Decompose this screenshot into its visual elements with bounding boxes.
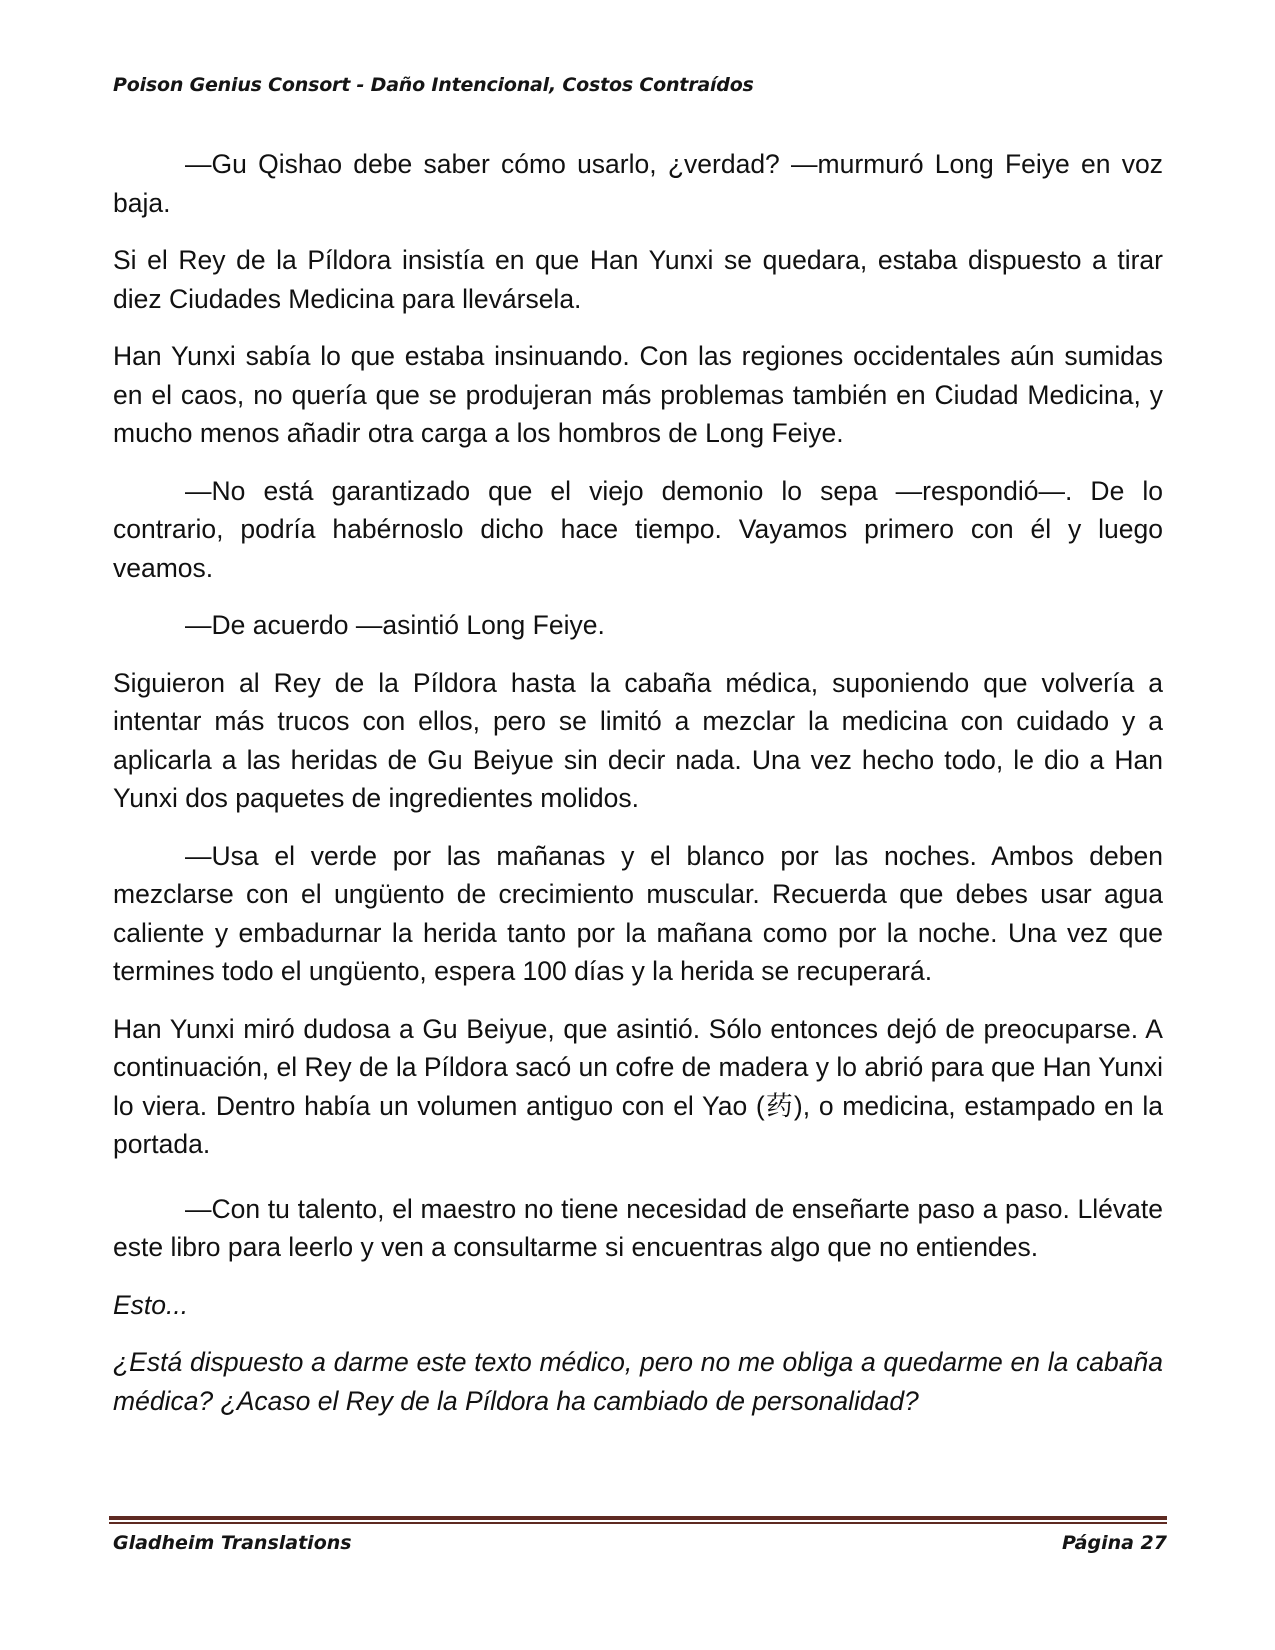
body-text xyxy=(113,145,1163,1439)
paragraph: —Con tu talento, el maestro no tiene necesidad de enseñarte paso a paso. Llévate este libro para leerlo y ven a consultarme si encuentras algo que no entiendes. xyxy=(113,1193,1163,1262)
paragraph-thought: Esto... xyxy=(113,1289,189,1320)
running-header: Poison Genius Consort - Daño Intencional, Costos Contraídos xyxy=(113,74,754,96)
page-number: Página 27 xyxy=(1061,1532,1167,1554)
paragraph: —Gu Qishao debe saber cómo usarlo, ¿verdad? —murmuró Long Feiye en voz baja. xyxy=(113,149,1163,218)
paragraph: —No está garantizado que el viejo demonio lo sepa —respondió—. De lo contrario, podría habérnoslo dicho hace tiempo. Vayamos primero con él y luego veamos. xyxy=(113,475,1163,583)
footer-divider xyxy=(109,1516,1167,1524)
paragraph: —De acuerdo —asintió Long Feiye. xyxy=(185,610,605,640)
paragraph: Han Yunxi miró dudosa a Gu Beiyue, que asintió. Sólo entonces dejó de preocuparse. A continuación, el Rey de la Píldora sacó un cofre de madera y lo abrió para que Han Yunxi lo viera. Dentro había un volumen antiguo con el Yao (药), o medicina, estampado en la portada. xyxy=(113,1013,1163,1159)
paragraph: Siguieron al Rey de la Píldora hasta la cabaña médica, suponiendo que volvería a intentar más trucos con ellos, pero se limitó a mezclar la medicina con cuidado y a aplicarla a las heridas de Gu Beiyue sin decir nada. Una vez hecho todo, le dio a Han Yunxi dos paquetes de ingredientes molidos. xyxy=(113,667,1163,813)
footer-publisher: Gladheim Translations xyxy=(113,1532,352,1554)
paragraph: Si el Rey de la Píldora insistía en que Han Yunxi se quedara, estaba dispuesto a tirar diez Ciudades Medicina para llevársela. xyxy=(113,245,1163,314)
paragraph: Han Yunxi sabía lo que estaba insinuando. Con las regiones occidentales aún sumidas en el caos, no quería que se produjeran más problemas también en Ciudad Medicina, y mucho menos añadir otra carga a los hombros de Long Feiye. xyxy=(113,341,1163,448)
footer-divider-thin-line xyxy=(109,1522,1167,1524)
paragraph-thought: ¿Está dispuesto a darme este texto médico, pero no me obliga a quedarme en la cabaña médica? ¿Acaso el Rey de la Píldora ha cambiado de personalidad? xyxy=(113,1347,1163,1416)
paragraph: —Usa el verde por las mañanas y el blanco por las noches. Ambos deben mezclarse con el ungüento de crecimiento muscular. Recuerda que debes usar agua caliente y embadurnar la herida tanto por la mañana como por la noche. Una vez que termines todo el ungüento, espera 100 días y la herida se recuperará. xyxy=(113,840,1163,986)
footer-divider-thick-line xyxy=(109,1516,1167,1520)
